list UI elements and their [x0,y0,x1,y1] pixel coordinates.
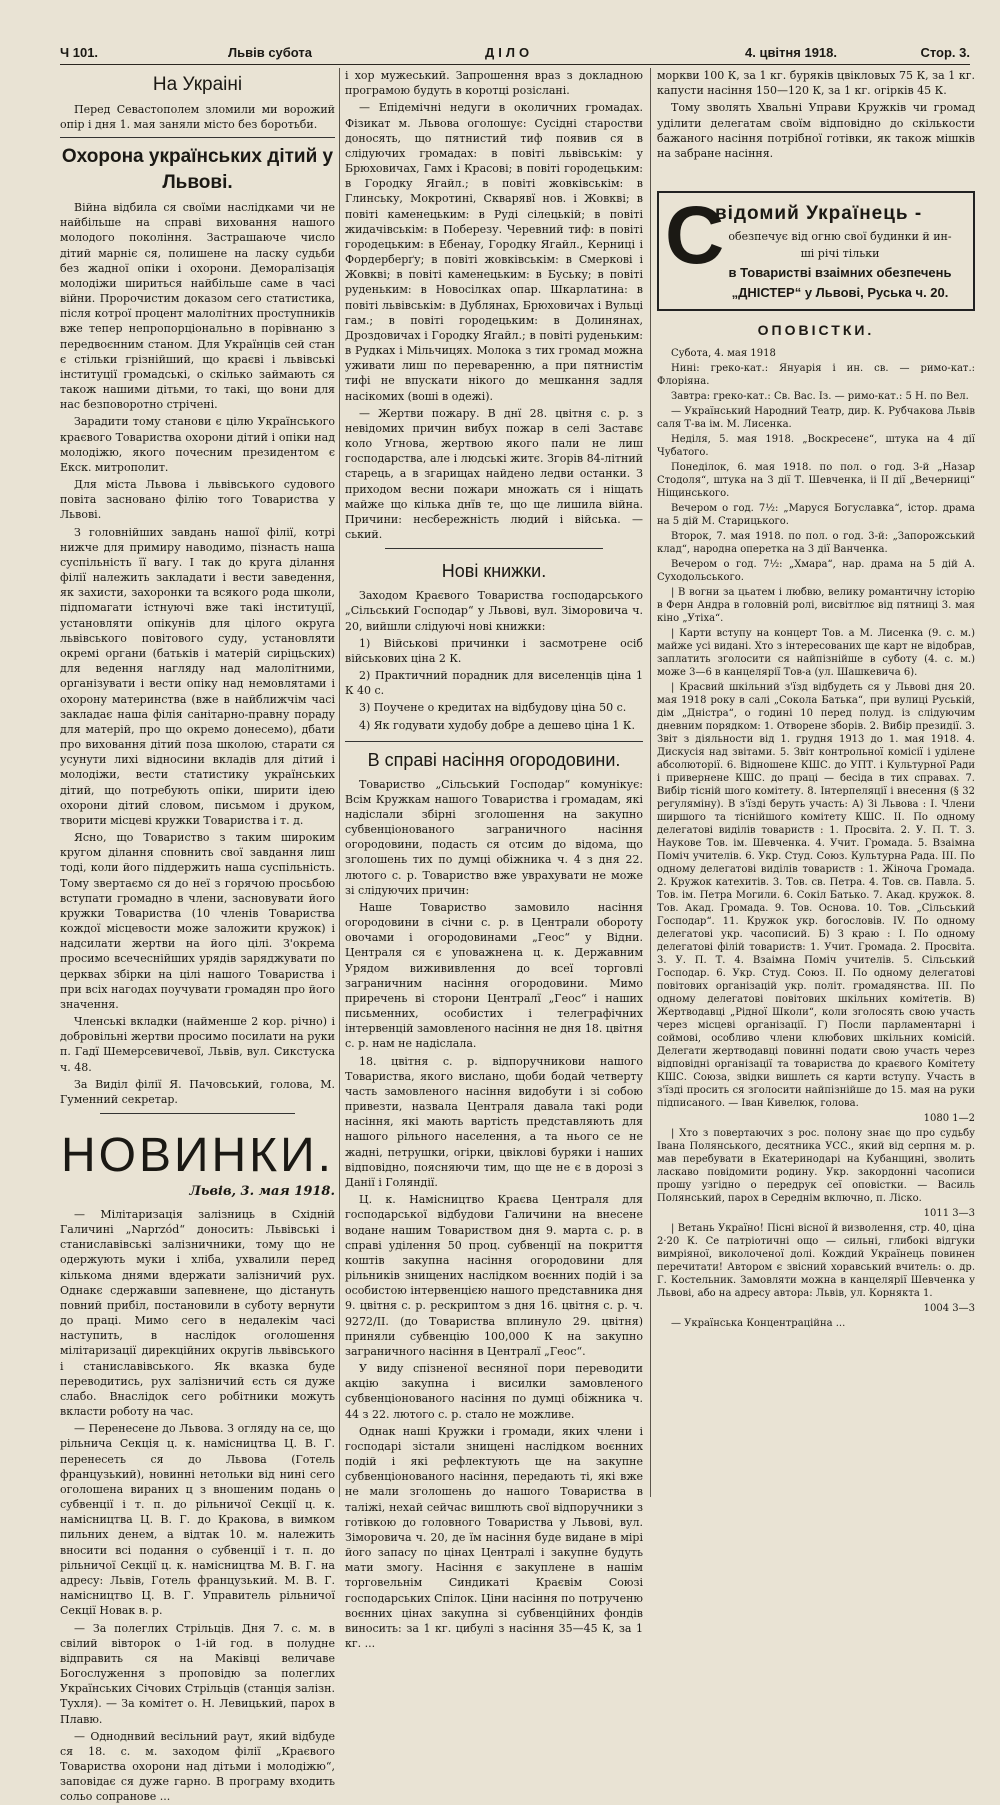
announcement: Вечером о год. 7½: „Маруся Богуславка“, істор. драма на 5 дій М. Старицького. [657,502,975,527]
news-item: — Мілітаризація залізниць в Східній Галичині „Nарrzód“ доносить: Львівські і станиславівські залізничники, тому що не одержують муки і хліба, ухвалили перед кількома днями вдержати залізничий рух. Однакє сдержавши запевнене, що дістануть повний прибіл, постановили в суботу вернути до праці. Мимо сего в недалекім часі наступить, в наслідок оголошення мілітаризації дирекційних округів львівського і станиславівського. Як вказка буде переводитись, рух залізничий єсть ся дуже слабо. Внаслідок сего робітники можуть вкласти роботу на час. [60,1207,335,1419]
news-item: — Епідемічні недуги в околичних громадах. Фізикат м. Львова оголошує: Сусідні старостви доносять, що пятнистий тиф появив ся в слідуючих громадах: в повіті львівськім: у Брюховичах, Гамх і Красові; в повіті городецьким: в Городку Ягайл.; в повіті жовківськім: в Глинську, Мокротині, Скварявї нов. і Жовкві; в повіті каменецьким: в Руді сілецькій; в повіті жидачівськім: в Поберезу. Черевний тиф: в повіті городецьким: в Ебенау, Городку Ягайл., Керниці і Фордерберґу; в повіті жовківськім: в Смеркові і Жовкві; в повіті каменецьким: в Буську; в повіті руденьким: в Новосілках опар. Шкарлатина: в повіті львівськім: в Дублянах, Брюховичах і Вульці гам.; в повіті городецьким: в Долинянах, Дроздовичах і Городку Ягайл.; в повіті руденьким: в Рудках і Мільчицях. Молока з тих громад можна уживати лиш по переваренню, а при пятнистім тифі не впускати нікого до мешкання задля насікомих (воші в одежі). [345,101,643,403]
article-paragraph: Наше Товариство замовило насіння огородовини в січни с. р. в Централи обороту овочами і огородовинами „Геос“ у Відни. Централя ся є уповажнена ц. к. Державним Урядом вижививлення до всеї торговлі заграничним насіння огородовини. Мимо приречень ві сторони Централї „Геос“ і наших письменних, особистих і телеграфічних інтервенцій замовленого насіння не дня 18. цвітня с. р. нам не надіслала. [345,900,643,1051]
book-list-item: 3) Поучене о кредитах на відбудову ціна 50 с. [359,701,627,715]
child-protection-heading: Охорона українських дітий у Львові. [60,137,335,196]
new-books-heading: Нові книжки. [441,561,547,582]
issue-number: Ч 101. [60,45,99,60]
article-paragraph: У виду спізненої весняної пори переводити акцію закупна і висилки замовленого субвенціонованого насіння по думці обіжника ч. 44 з 22. лютого с. р. стало не можливе. [345,1362,643,1421]
news-item: і хор мужеський. Запрошення враз з докладною програмою будуть в коротці розіслані. [345,69,643,98]
announcement: Понеділок, 6. мая 1918. по пол. о год. 3-й „Назар Стодоля“, штука на 3 дії Т. Шевченка, іі II дії „Вечерниці“ Ніщинського. [657,461,975,499]
announcement: | Красвий шкільний з'їзд відбудеть ся у Львові дня 20. мая 1918 року в салі „Сокола Батька“, при вулиці Руській, дім „Дністра“, о годині 10 перед полуд. із слідуючим дневним порядком: 1. Отворене зборів. 2. Вибір президії. 3. Звіт з діяльности від 1. грудня 1913 до 1. мая 1918. 4. Дискусія над звітами. 5. Звіт контрольної комісії і уділене абсолюторії. 6. Відношене КШС. до УПТ. і Культурної Ради і привернене КШС. до праці — бесіда в тих справах. 7. Вибір тісній шого комітету. 8. Інтерпеляції і внесення (§ 32 регуляміну). В з'їзді беруть участь: А) Зі Львова : І. Члени ширшого та тіснійшого комітету КШС. II. По одному делегатові виділів товариств : 1. Просвіта. 2. У. П. Т. 3. Наукове Тов. ім. Шевченка. 4. Учит. Громада. 5. Взаімна Поміч учителів. 6. Укр. Студ. Союз. Культурна Рада. III. По одному делегатові виділів товариств : 1. Жіноча Громада. 2. Кружок катехитів. 3. Тов. св. Петра. 4. Тов. св. Павла. 5. Тов. ім. Петра Могили. 6. Сокіл Батько. 7. Акад. кружок. 8. Тов. Акад. Громада. 9. Тов. Основа. 10. Тов. „Сільський Господар“. 11. Кружок укр. богословів. IV. По одному делегатові укр. часописий. Б) З краю : I. По одному делегатові філій товариств: 1. Учит. Громада. 2. Просвіта. 3. У. П. Т. 4. Взаімна Поміч учителів. 5. Сільський Господар. 6. Укр. Студ. Союз. II. По одному делегатові повітових організацій укр. політ. громадянства. III. По одному делегатові повітових шкільних комітетів. В) Жертводавці „Рідної Школи“, коли зголосять свою участь через місцеві організації. Г) Посли парламентарні і соймові, особливо члени клюбових шкільних комісій. Делегати жертводавці повинні подати свою участь через відповідні організації та товариства до краєвого Комітету КШС. Союза, звідки вишлеть ся карти вступу. Участь в з'їзді просить ся зголосити найпізнійше до 15. мая на руки підписаного. — Іван Кивелюк, голова. [657,681,975,1109]
ad-code: 1080 1—2 [923,1112,975,1124]
announcement: Неділя, 5. мая 1918. „Воскресенє“, штука на 4 дії Чубатого. [657,433,975,458]
ad-title: відомий Українець - [715,203,923,225]
book-list-item: 4) Як годувати худобу добре а дешево ціна 1 К. [359,718,635,732]
news-item: — Одноднвий весільний раут, який відбуде ся 18. с. м. заходом філії „Краєвого Товариства охорони над дітьми і молодіжю“, заповідає ся дуже гарно. В програму входить сольо сопранове ... [60,1729,335,1804]
article-paragraph: Однак наші Кружки і громади, яких члени і господарі зістали знищені наслідком воєнних подій і які рефлектують ще на закупне субвенціонованого насіння, передають ті, які вже не мали зголошень до нашого Товариства в таліжі, нехай сейчас вишлють свої відпоручники з готівкою до головного Товариства у Львові, вул. Зіморовича ч. 20, де їм насіння буде видане в мірі його запасу по цінах Централі і закупне будуть мати змогу. Насіння є закуплене в нашім торговельнім Синдикаті Краєвім Союзі господарських Спілок. Ціни насіння по потрученю воєнних цінах закупна зі субвенційних фондів виносить: за 1 кг. цибулі з насіння 35—45 К, за 1 кг. ... [345,1424,643,1651]
announcement: | В вогни за цьатем і любвю, велику романтичну історію в Ферн Андра в головній ролі, висвітлює від пятниці 3. мая кіно „Утіха“. [657,586,975,624]
announcement: Завтра: греко-кат.: Св. Вас. Із. — римо-кат.: 5 Н. по Вел. [671,390,969,402]
book-list-item: 2) Практичний порадник для виселенців ціна 1 К 40 с. [345,669,643,698]
ad-subtitle: ші річі тільки [800,247,880,261]
announcement: | Ветань Україно! Пісні вісної й визволення, стр. 40, ціна 2·20 К. Се патріотичні ощо — сильні, глибокі відгуки вимріяної, виколоченої долі. Кождий Українець повинен перечитати! Автором є звісний хоравський вчитель: о. др. Г. Костельник. Замовляти можна в канцелярії Шевченка у Львові, або на адресу автора: Львів, ул. Корнякта 1. [657,1222,975,1299]
announcement: — Український Народний Театр, дир. К. Рубчакова Львів саля Т-ва ім. М. Лисенка. [657,405,975,430]
ad-subtitle: обезпечує від огню свої будинки й ин- [728,230,952,244]
ad-company-line: в Товаристві взаімних обезпечень [728,264,952,280]
news-heading: НОВИНКИ. [61,1129,334,1183]
article-paragraph: Тому зволять Хвальні Управи Кружків чи громад уділити делегатам своїм відповідно до скількости бажаного насіння потрібної готівки, як також мішків на забране насіння. [657,101,975,160]
article-paragraph: Ясно, що Товариство з таким широким кругом ділання сповнить свої завдання лиш тоді, коли його піддержить наша суспільність. Тому звертаємо ся до неї з горячою просьбою вступати громадно в члени, засновувати його кружки Товариства (10 членів Товариства кождої місцевости може заложити кружок) і надсилати жертви на його цілі. З'окрема просимо всечеснійших урядів заряджувати по церквах збірки на цілі нашого Товариства і при всіх нагодах поучувати громадян про його значення. [60,831,335,1011]
column-1 [60,68,335,1804]
ad-initial-letter: С [665,190,725,282]
announcement: — Українська Концентраційна ... [671,1317,846,1329]
column-3 [657,68,975,1497]
page-number: Стор. 3. [920,45,970,60]
article-paragraph: Зарадити тому станови є цілю Українського краєвого Товариства охорони дітий і опіки над молодіжю, якого почесним президентом є Екск. митрополит. [60,415,335,474]
article-paragraph: З головнійших завдань нашої філії, котрі нижче для примиру наводимо, пізнасть наша суспільність її вагу. І так до круга ділання філії належить закладати і вести заведення, як захисти, захоронки та всякого рода школи, підпомагати істнуючі вже такі інституції, установляти опікунів для цілого округа львівського повітового суду, установляти окремі органи (батьків і матерій сиріцьских) для ведення нагляду над малолітними, організувати і вести опіку над немовлятами і охорону материнства (вже в найближчім часі закладає наша філія санітарно-правну пораду для матерій, про що окремо донесемо), дбати про виховання дітий поза школою, старати ся усунути лихі відносини вкладів для дітий і молодіжи, вести статистику українських дітий, що потребують опіки, ширити ідею охорони дітий словом, письмом і друком, творити місцеві кружки Товариства і т. д. [60,525,335,827]
book-list-item: 1) Військові причинки і засмотрене осіб військових ціна 2 К. [345,636,643,665]
ad-code: 1004 3—3 [923,1302,975,1314]
article-paragraph: моркви 100 К, за 1 кг. буряків цвікловых 75 К, за 1 кг. капусти насіння 150—120 К, за 1 кг. огірків 45 К. [657,69,975,98]
announcement: Вечером о год. 7½: „Хмара“, нар. драма на 5 дій А. Суходольського. [657,558,975,583]
insurance-advertisement [657,191,975,311]
news-dateline: Львів, 3. мая 1918. [189,1183,335,1199]
seeds-heading: В справі насіння огородовини. [345,741,643,773]
announcement: Второк, 7. мая 1918. по пол. о год. 3-й: „Запорожський клад“, народна оперетка на 3 дії Ванченка. [657,530,975,555]
article-paragraph: Для міста Львова і львівського судового повіта засновано філію того Товариства у Львові. [60,478,335,522]
article-paragraph: Товариство „Сільський Господар“ комунікує: Всім Кружкам нашого Товариства і громадам, які надіслали збірні зголошення на закупно субвенціонованого заграничного насіння огородовини, подасть ся отсим до відома, що зголошень тих по думці обіжника ч. 4 з дня 22. лютого с. р. Товариство вже уврахувати не може зі слідуючих причин: [345,777,643,897]
column-rule [339,68,340,1497]
newspaper-title: ДІЛО [485,45,534,60]
separator [385,548,603,549]
news-item: — Жертви пожару. В днї 28. цвітня с. р. з невідомих причин вибух пожар в селі Заставє коло Угнова, жертвою якого пали не лиш господарства, але і людські житє. Згорів 84-літний старець, а в згарищах найдено ледви останки. З приходом весни пожари множать ся і ніщать майже що кілька днїв те, що ще лишила війна. Причини: несбережність людий і війська. — ський. [345,406,643,542]
article-paragraph: Заходом Краєвого Товариства господарського „Сільський Господар“ у Львові, вул. Зіморовича ч. 20, вийшли слідуючі нові книжки: [345,589,643,633]
article-signature: За Виділ філії Я. Пачовський, голова, М. Гуменний секретар. [60,1077,335,1106]
announcements-heading: ОПОВІСТКИ. [757,322,875,339]
ukraine-text: Перед Севастополем зломили ми ворожий опір і дня 1. мая заняли місто без боротьби. [60,103,335,132]
ukraine-heading: На Украіні [152,74,243,95]
column-2 [345,68,643,1651]
news-item: — За полеглих Стрільців. Дня 7. с. м. в свілий вівторок о 1-ій год. в полудне відправить ся на Маківці величаве Богослуження з проповідю за полеглих Українських Січових Стрільців (станція залізн. Тухля). — За комітет о. Н. Левицький, парох в Плавю. [60,1621,335,1726]
article-paragraph: Ц. к. Намісництво Краєва Централя для господарської відбудови Галичини на внесене водане нашим Товариством дня 9. марта с. р. в справі уділення 50 проц. субвенції на покриття коштів закупна насіння огородовини для рільників знищених наслідком воєнних подій і за особистою інтервенцією нашого представника дня 9. цвітня с. р. рескриптом з дня 16. цвітня с. р. ч. 9272/ІІ. (до Товариства вплинуло 29. цвітня) приняли субвенцію 100,000 К на закупно заграничного насіння в Централї „Геос“. [345,1193,643,1358]
column-rule [650,68,651,1497]
announcement: | Карти вступу на концерт Тов. а М. Лисенка (9. с. м.) майже усі видані. Хто з інтересованих ще карт не відобрав, заплатить зголосити ся найпізнійше в суботу (4. с. м.) може 3—6 в канцелярії Тов-а (ул. Шашкевича 6). [657,627,975,678]
announcement: Нині: греко-кат.: Януарія і ин. св. — римо-кат.: Флоріяна. [657,362,975,387]
separator [100,1113,295,1114]
city-day: Львів субота [228,45,313,60]
article-paragraph: 18. цвітня с. р. відпоручникови нашого Товариства, якого вислано, щоби бодай четверту часть замовленого насіння видобути і зі собою привезти, назвала Централя давала такі роди насіння, які мають вартість представляють для нашого рільного населення, а та нього се не жадні, петрушки, огірки, цвіклові буряки і наших відповідно, поясняючи тим, що ще не є в дорозі з Данії і Голяндії. [345,1054,643,1189]
announcement: | Хто з повертаючих з рос. полону знає що про судьбу Івана Полянського, десятника УСС., який від серпня м. р. мав перебувати в Екатеринодарі на Кубанщині, зволить ласкаво повідомити родину. Укр. закордонні часописи прошу узгідно о передрук сеї оповістки. — Василь Полянський, парох в Середнім включно, п. Ліско. [657,1127,975,1204]
announcement: Субота, 4. мая 1918 [671,347,776,359]
ad-code: 1011 3—3 [923,1207,975,1219]
issue-date: 4. цвітня 1918. [745,45,837,60]
article-paragraph: Членські вкладки (найменше 2 кор. річно) і добровільні жертви просимо посилати на руки п. Гадї Шемерсевичевої, Львів, вул. Сикстуска ч. 48. [60,1015,335,1074]
article-paragraph: Війна відбила ся своїми наслідками чи не найбільше на справі виховання нашого молодого покоління. Застрашаюче число дітий марніє ся, полишене на ласку судьби без жадної опіки і охорони. Деморалізація молодіжи шириться найбільше саме в часі війни. Пророчистим доказом сего статистика, після котрої процент малолітних проступників вже тепер непропорціонально в порівнаню з передвоєнним станом. Для Українців сей стан є стільки грізнійший, що краєві і львівські інституції громадські, о скілько займають ся також нашими дітьми, то такі, що вони для нас безповоротно стрічені. [60,201,335,412]
masthead [60,44,970,65]
ad-company-line: „ДНІСТЕР“ у Львові, Руська ч. 20. [731,284,949,300]
news-item: — Перенесене до Львова. З огляду на се, що рільнича Секція ц. к. намісництва Ц. В. Г. перенесеть ся до Львова (Готель французький), новинні нетольки від нині сего оголошена вираних ц з вношеним подань о субвенції і т. п. до рільничої Секції ц. к. намісництва Ц. В. Г. до Кракова, в вимком пильних денем, а відтак 10. м. належить вносити всі подання о субвенції і т. п. до рільничої Секції ц. к. намісництва М. В. Г. на адресу: Львів, Готель французький. М. В. Г. намісництво Ц. В. Г. Управитель рільничої Секції Новак в. р. [60,1422,335,1618]
